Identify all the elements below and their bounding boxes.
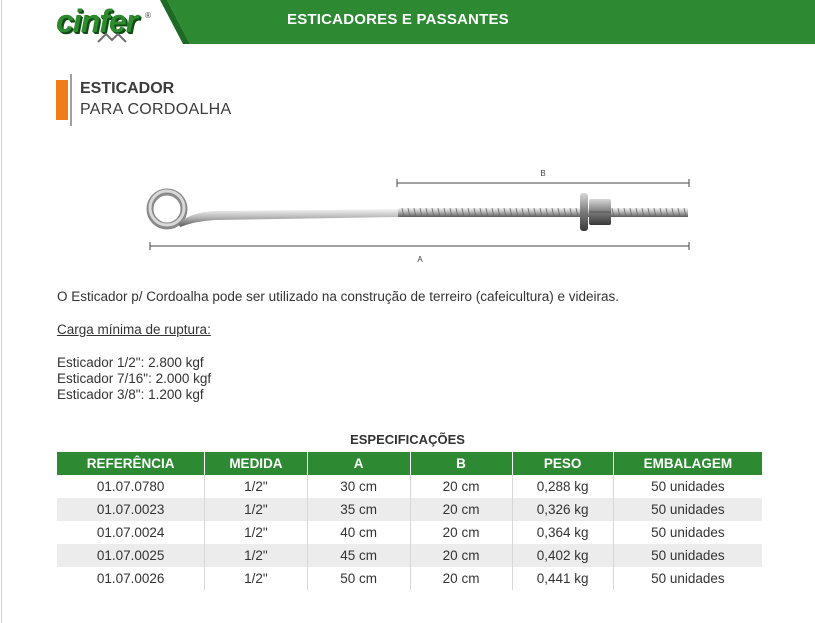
registered-mark: ®	[145, 11, 151, 20]
cell-embalagem: 50 unidades	[613, 567, 762, 590]
page-left-border	[1, 0, 2, 623]
threaded-section	[398, 208, 688, 217]
product-subtitle: PARA CORDOALHA	[80, 101, 232, 118]
cell-referencia: 01.07.0024	[96, 525, 165, 540]
dimension-a-label: A	[417, 255, 423, 264]
cell-b: 20 cm	[410, 544, 512, 567]
cell-referencia: 01.07.0026	[96, 571, 165, 586]
header-a: A	[307, 452, 410, 475]
cell-peso: 0,402 kg	[512, 544, 613, 567]
header-referencia: REFERÊNCIA	[57, 452, 205, 475]
cell-embalagem: 50 unidades	[613, 475, 762, 498]
cell-peso: 0,441 kg	[512, 567, 613, 590]
table-header-row	[57, 452, 762, 475]
table-row	[57, 498, 762, 521]
title-accent-bar	[56, 80, 68, 120]
cell-referencia: 01.07.0023	[57, 498, 205, 521]
cell-medida: 1/2"	[205, 567, 307, 590]
carga-list	[57, 355, 211, 403]
cell-embalagem: 50 unidades	[613, 498, 762, 521]
table-row	[57, 567, 762, 590]
cell-b: 20 cm	[410, 521, 512, 544]
table-row	[57, 475, 762, 498]
cell-b: 20 cm	[410, 567, 512, 590]
product-description: O Esticador p/ Cordoalha pode ser utilizado na construção de terreiro (cafeicultura) e videiras.	[57, 289, 620, 304]
cell-a: 45 cm	[307, 544, 410, 567]
specs-title: ESPECIFICAÇÕES	[350, 432, 465, 447]
title-divider	[70, 74, 72, 126]
table-row	[57, 521, 762, 544]
carga-item: Esticador 1/2": 2.800 kgf	[57, 355, 204, 370]
cell-embalagem: 50 unidades	[613, 521, 762, 544]
cell-peso: 0,326 kg	[512, 498, 613, 521]
cell-referencia: 01.07.0025	[57, 544, 205, 567]
cell-b: 20 cm	[410, 475, 512, 498]
cell-a: 50 cm	[307, 567, 410, 590]
eyebolt-rod	[178, 209, 400, 227]
specs-table	[57, 452, 762, 590]
carga-item: Esticador 7/16": 2.000 kgf	[57, 371, 212, 386]
cell-embalagem: 50 unidades	[613, 544, 762, 567]
cell-a: 35 cm	[307, 498, 410, 521]
header-medida: MEDIDA	[205, 452, 307, 475]
dimension-b-label: B	[540, 169, 546, 178]
cell-referencia: 01.07.0780	[96, 479, 165, 494]
table-row	[57, 544, 762, 567]
section-title: ESTICADORES E PASSANTES	[287, 11, 509, 28]
cell-a: 30 cm	[307, 475, 410, 498]
cell-peso: 0,288 kg	[512, 475, 613, 498]
header-peso: PESO	[512, 452, 613, 475]
carga-heading: Carga mínima de ruptura:	[57, 322, 211, 337]
product-title: ESTICADOR	[80, 80, 175, 97]
cell-peso: 0,364 kg	[512, 521, 613, 544]
cell-medida: 1/2"	[205, 544, 307, 567]
product-illustration	[0, 160, 815, 270]
logo-emblem-icon	[96, 32, 130, 44]
cell-medida: 1/2"	[205, 475, 307, 498]
dimension-b	[397, 169, 689, 187]
header-b: B	[410, 452, 512, 475]
brand-logo: cinfer	[56, 3, 138, 39]
cell-medida: 1/2"	[205, 498, 307, 521]
cell-a: 40 cm	[307, 521, 410, 544]
cell-medida: 1/2"	[205, 521, 307, 544]
header-embalagem: EMBALAGEM	[613, 452, 762, 475]
dimension-a	[150, 242, 689, 264]
cell-b: 20 cm	[410, 498, 512, 521]
header	[0, 0, 815, 44]
carga-item: Esticador 3/8": 1.200 kgf	[57, 387, 204, 402]
washer	[580, 193, 588, 231]
